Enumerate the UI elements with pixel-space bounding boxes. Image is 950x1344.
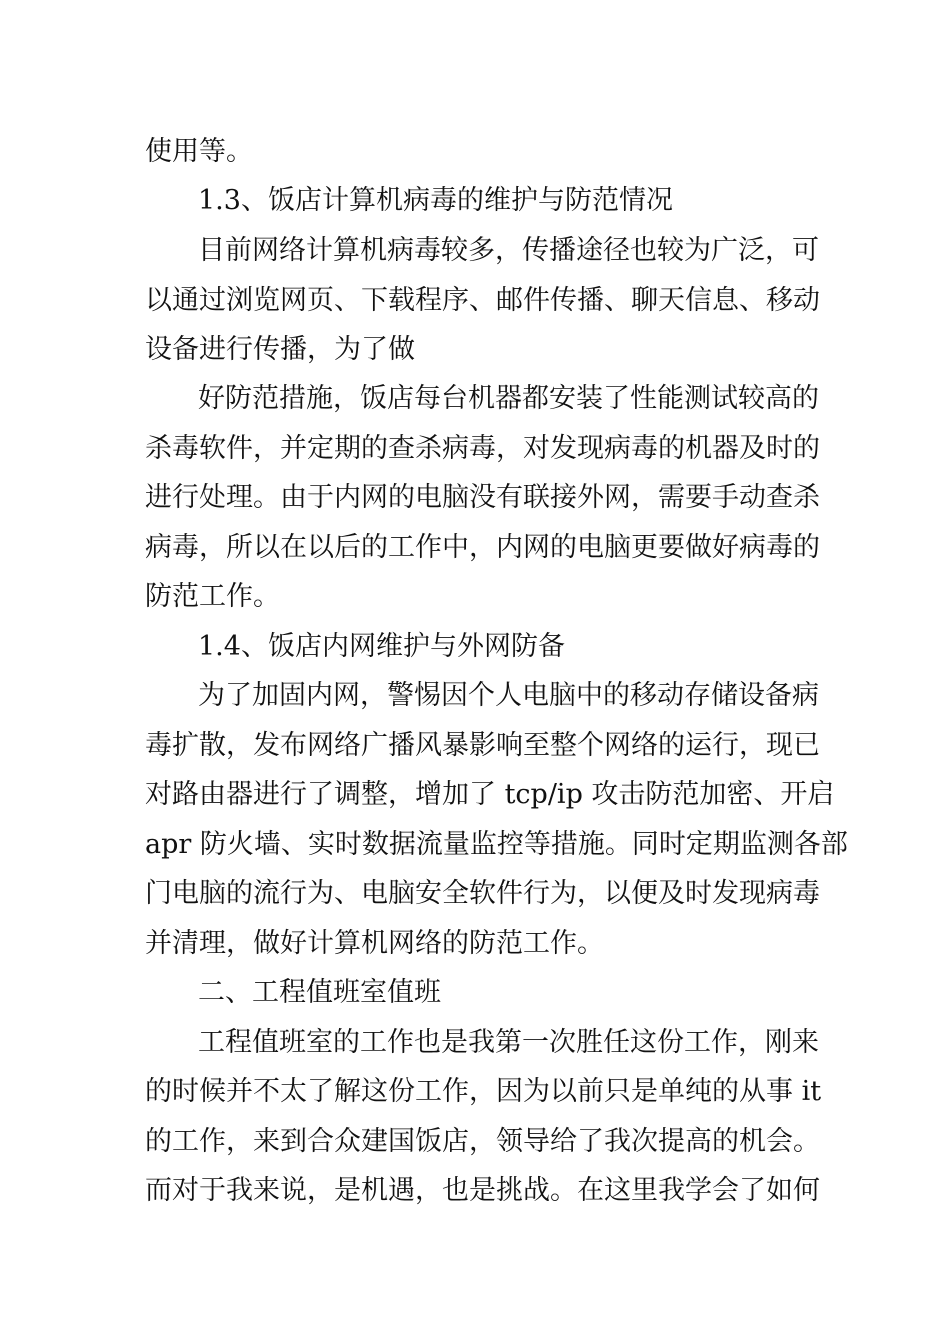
paragraph-line: 工程值班室的工作也是我第一次胜任这份工作，刚来 [198, 1027, 819, 1058]
paragraph-line: 为了加固内网，警惕因个人电脑中的移动存储设备病 [198, 680, 819, 711]
paragraph-line: 而对于我来说，是机遇，也是挑战。在这里我学会了如何 [145, 1175, 820, 1206]
paragraph-line: 毒扩散，发布网络广播风暴影响至整个网络的运行，现已 [145, 730, 820, 761]
paragraph-line: 的时候并不太了解这份工作，因为以前只是单纯的从事 it [145, 1076, 822, 1107]
section-heading-2: 二、工程值班室值班 [198, 977, 441, 1008]
paragraph-line: 对路由器进行了调整，增加了 tcp/ip 攻击防范加密、开启 [145, 779, 835, 810]
paragraph-line: 目前网络计算机病毒较多，传播途径也较为广泛，可 [198, 235, 819, 266]
section-heading-1-4: 1.4、饭店内网维护与外网防备 [198, 631, 565, 662]
paragraph-line: 使用等。 [145, 136, 253, 167]
paragraph-line: 的工作，来到合众建国饭店，领导给了我次提高的机会。 [145, 1126, 820, 1157]
paragraph-line: 进行处理。由于内网的电脑没有联接外网，需要手动查杀 [145, 482, 820, 513]
paragraph-line: 以通过浏览网页、下载程序、邮件传播、聊天信息、移动 [145, 285, 820, 316]
paragraph-line: 病毒，所以在以后的工作中，内网的电脑更要做好病毒的 [145, 532, 820, 563]
paragraph-line: 防范工作。 [145, 581, 280, 612]
paragraph-line: 设备进行传播，为了做 [145, 334, 415, 365]
paragraph-line: 好防范措施，饭店每台机器都安装了性能测试较高的 [198, 383, 819, 414]
paragraph-line: 并清理，做好计算机网络的防范工作。 [145, 928, 604, 959]
paragraph-line: 门电脑的流行为、电脑安全软件行为，以便及时发现病毒 [145, 878, 820, 909]
section-heading-1-3: 1.3、饭店计算机病毒的维护与防范情况 [198, 185, 673, 216]
paragraph-line: 杀毒软件，并定期的查杀病毒，对发现病毒的机器及时的 [145, 433, 820, 464]
paragraph-line: apr 防火墙、实时数据流量监控等措施。同时定期监测各部 [145, 829, 848, 860]
